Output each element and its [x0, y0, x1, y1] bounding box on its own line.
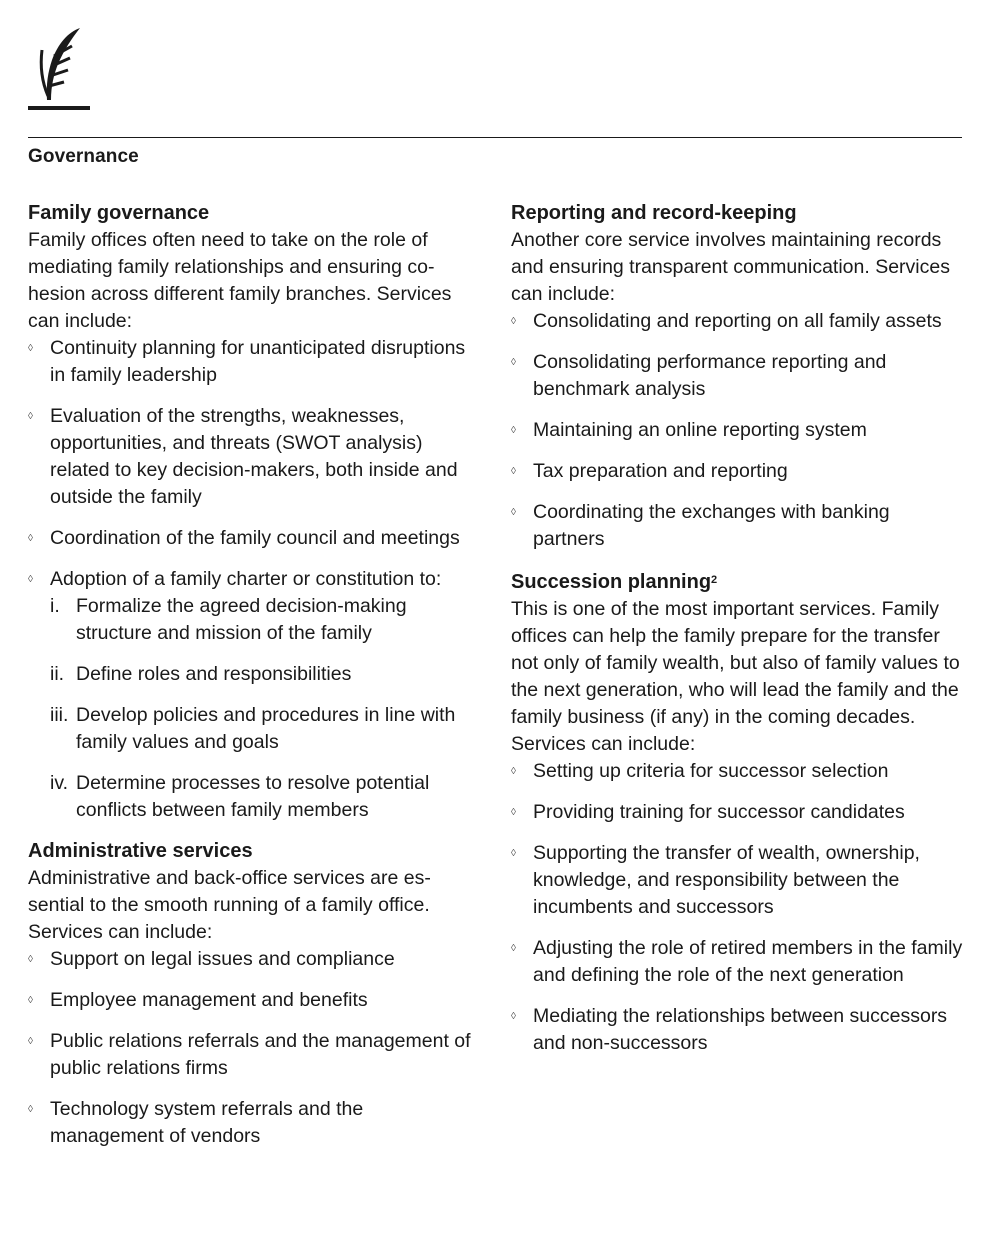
list-item: ◊ Supporting the transfer of wealth, ownership, knowledge, and responsibility between the incumbents and successors [511, 842, 920, 918]
bullet-icon: ◊ [511, 807, 516, 818]
administrative-section [28, 838, 478, 1150]
bullet-icon: ◊ [511, 507, 516, 518]
succession-section [511, 569, 966, 1057]
family-governance-intro: Family offices often need to take on the role of mediating family relationships and ensuring co-hesion across different family branches. Services can include: [28, 229, 452, 332]
list-item: ◊ Adjusting the role of retired members in the family and defining the role of the next generation [511, 937, 963, 986]
sublist-item: iii. Develop policies and procedures in line with family values and goals [50, 704, 456, 753]
family-governance-heading: Family governance [28, 202, 210, 224]
list-item: ◊ Adoption of a family charter or constitution to: i. Formalize the agreed decision-making structure and mission of the family ii. Define roles and responsibilities iii. Develop policies and procedures in line with family values and goals iv. Determine processes to resolve potential conflicts between family members [28, 566, 478, 824]
bullet-icon: ◊ [28, 343, 33, 354]
sublist-item: iv. Determine processes to resolve potential conflicts between family members [50, 772, 430, 821]
bullet-icon: ◊ [28, 574, 33, 585]
bullet-icon: ◊ [28, 954, 33, 965]
bullet-icon: ◊ [511, 357, 516, 368]
bullet-icon: ◊ [28, 533, 33, 544]
bullet-icon: ◊ [28, 1036, 33, 1047]
family-governance-list [28, 335, 478, 824]
succession-heading: Succession planning$^2$ [511, 571, 718, 593]
bullet-icon: ◊ [28, 411, 33, 422]
bullet-icon: ◊ [28, 1104, 33, 1115]
list-item: ◊ Consolidating performance reporting and benchmark analysis [511, 351, 887, 400]
list-item: ◊ Maintaining an online reporting system [511, 417, 966, 444]
bullet-icon: ◊ [511, 1011, 516, 1022]
charter-sublist [50, 593, 478, 824]
bullet-icon: ◊ [511, 943, 516, 954]
list-item: ◊ Providing training for successor candidates [511, 799, 966, 826]
list-item: ◊ Coordination of the family council and meetings [28, 525, 478, 552]
family-governance-section [28, 200, 478, 824]
list-item: ◊ Support on legal issues and compliance [28, 946, 478, 973]
quill-pen-icon [28, 26, 90, 112]
reporting-intro: Another core service involves maintaining records and ensuring transparent communication. Services can include: [511, 229, 950, 305]
list-item: ◊ Public relations referrals and the management of public relations firms [28, 1030, 471, 1079]
bullet-icon: ◊ [511, 766, 516, 777]
left-column [28, 200, 478, 1164]
list-item: ◊ Evaluation of the strengths, weaknesses, opportunities, and threats (SWOT analysis) related to key decision-makers, both inside and outside the family [28, 405, 458, 508]
right-column [511, 200, 966, 1071]
list-item: ◊ Continuity planning for unanticipated disruptions in family leadership [28, 337, 466, 386]
bullet-icon: ◊ [511, 425, 516, 436]
bullet-icon: ◊ [511, 316, 516, 327]
list-item: ◊ Setting up criteria for successor selection [511, 758, 966, 785]
sublist-item: i. Formalize the agreed decision-making structure and mission of the family [50, 595, 407, 644]
succession-list [511, 758, 966, 1057]
list-item: ◊ Consolidating and reporting on all family assets [511, 308, 966, 335]
list-item: ◊ Coordinating the exchanges with banking partners [511, 501, 890, 550]
reporting-section [511, 200, 966, 553]
administrative-heading: Administrative services [28, 840, 253, 862]
bullet-icon: ◊ [511, 466, 516, 477]
reporting-list [511, 308, 966, 553]
list-item: ◊ Technology system referrals and the management of vendors [28, 1098, 364, 1147]
list-item: ◊ Tax preparation and reporting [511, 458, 966, 485]
header-rule [28, 137, 962, 138]
list-item: ◊ Employee management and benefits [28, 987, 478, 1014]
bullet-icon: ◊ [28, 995, 33, 1006]
footnote-marker: 2 [711, 574, 718, 586]
administrative-list [28, 946, 478, 1150]
bullet-icon: ◊ [511, 848, 516, 859]
sublist-item: ii. Define roles and responsibilities [50, 663, 352, 685]
administrative-intro: Administrative and back-office services are es-sential to the smooth running of a family office. Services can include: [28, 867, 431, 943]
list-item: ◊ Mediating the relationships between successors and non-successors [511, 1005, 948, 1054]
section-title: Governance [28, 146, 139, 167]
reporting-heading: Reporting and record-keeping [511, 202, 797, 224]
succession-intro: This is one of the most important services. Family offices can help the family prepare for the transfer not only of family wealth, but also of family values to the next generation, who will lead the family and the family business (if any) in the coming decades. Services can include: [511, 598, 960, 755]
